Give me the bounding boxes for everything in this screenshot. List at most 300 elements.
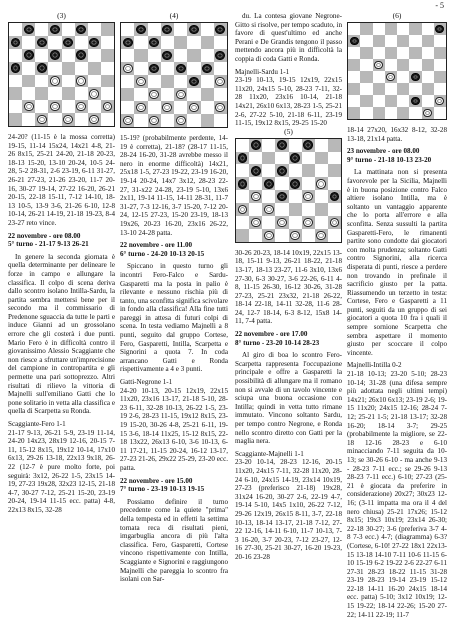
dark-square [434, 71, 446, 83]
black-piece [76, 25, 86, 35]
dark-square [236, 152, 249, 165]
dark-square [397, 83, 409, 95]
dark-square [315, 229, 328, 242]
text-paragraph: 9° turno - 21-18 10-13 23-20 [347, 155, 432, 164]
dark-square [35, 36, 48, 49]
text-paragraph: 21-18 10-13; 23-20 5-10; 28-23 10-14; 31-28 (una difesa sempre più adottata negli ultimi tempi) 14x21; 26x10 6x13; 23-19 2-6; 19-15 11x20; 24x15 12-16; 28-24 7-12; 25-21 1-5; 21-18 13-17; 32-28 16-20; 18-14 3-7; 29-25 (probabilmente la migliore, se 22-18 12-16 28-23 e 6-10 minacciando 7-11 seguita da 10-13; se 30-26 6-10 - ma anche 9-13 - 28-23 7-11 ecc.; se 29-26 9-13 28-23 7-11 ecc.) 6-10; 27-23 (25-21 è giocata da preferire in considerazione) 20x27; 30x23 12-16; (3-11 impatta ma ora il 4 del nero chiusa) 25-21 17x26; 15-12 8x15; 19x3 10x19; 23x14 26-30; 22-18 30-27; 3-6 (preferiva 3-7 4-8 7-3 ecc.) 4-7; (diagramma) 6-3? (Cortese, 6-10! 27-22 18x1 22x13-15 13-18 14-10 7-11 10-6 11-15 6-10 15-19 6-2 19-22 2-6 22-27 6-11 27-31 28-23 18-22 11-15 31-28 23-19 28-23 19-14 23-19 15-12 22-18 14-11 16-20 24x15 18-14 ecc. patta) 5-10; 3x12 10x19; 12-15 19-22; 18-14 22-26; 15-20 27-22; 14-11 22-19; 11-7 [347, 370, 447, 619]
dark-square [249, 190, 262, 203]
white-piece [277, 218, 287, 228]
light-square [422, 23, 434, 35]
white-piece [76, 102, 86, 112]
black-piece [238, 179, 248, 189]
light-square [187, 88, 200, 101]
white-piece [176, 116, 186, 126]
dark-square [236, 229, 249, 242]
light-square [236, 139, 249, 152]
dark-square [22, 23, 35, 36]
light-square [236, 164, 249, 177]
dark-square [75, 23, 88, 36]
light-square [134, 114, 147, 127]
dark-square [201, 88, 214, 101]
white-piece [330, 218, 340, 228]
dark-square [434, 23, 446, 35]
light-square [22, 113, 35, 126]
dark-square [249, 139, 262, 152]
light-square [148, 49, 161, 62]
light-square [289, 190, 302, 203]
light-square [148, 101, 161, 114]
dark-square [121, 114, 134, 127]
light-square [328, 152, 341, 165]
black-piece [24, 50, 34, 60]
white-piece [136, 103, 146, 113]
dark-square [101, 49, 114, 62]
dark-square [275, 216, 288, 229]
white-piece [50, 102, 60, 112]
black-piece [215, 51, 225, 61]
light-square [385, 107, 397, 119]
black-piece [189, 77, 199, 87]
light-square [201, 101, 214, 114]
light-square [88, 23, 101, 36]
light-square [48, 62, 61, 75]
dark-square [328, 139, 341, 152]
light-square [385, 83, 397, 95]
white-piece [374, 61, 383, 70]
dark-square [101, 23, 114, 36]
dark-square [201, 62, 214, 75]
black-piece [50, 50, 60, 60]
light-square [121, 23, 134, 36]
white-piece [303, 192, 313, 202]
light-square [360, 59, 372, 71]
text-paragraph: Gatti-Negrone 1-1 [120, 378, 173, 387]
white-piece [149, 116, 159, 126]
light-square [88, 75, 101, 88]
light-square [422, 71, 434, 83]
dark-square [360, 95, 372, 107]
dark-square [348, 35, 360, 47]
dark-square [187, 75, 200, 88]
dark-square [262, 152, 275, 165]
text-paragraph: Possiamo definire il turno precedente come la quiete "prima" della tempesta ed in effetti la settima tornata reca di risultati pieni, imgarbuglia ancora di più l'alta classifica. Fero, Gasparetti, Cortese vincono rispettivamente con Intilla, Scaggiante e Signorini e raggiungono Majnelli che pareggia lo scontro fra isolani con Sar- [120, 497, 228, 584]
white-piece [123, 116, 133, 126]
light-square [161, 114, 174, 127]
dark-square [121, 88, 134, 101]
white-piece [316, 179, 326, 189]
text-paragraph: 23 novembre - ore 08.00 [347, 147, 420, 156]
white-piece [238, 205, 248, 215]
white-piece [423, 109, 432, 118]
light-square [409, 83, 421, 95]
black-piece [303, 140, 313, 150]
dark-square [289, 203, 302, 216]
dark-square [161, 49, 174, 62]
light-square [434, 107, 446, 119]
dark-square [35, 87, 48, 100]
white-piece [76, 76, 86, 86]
light-square [434, 35, 446, 47]
text-paragraph: 30-26 20-23, 18-14 10x19, 22x15 13-18, 15-11 9-13, 26-21 18-22, 21-18 13-17, 18-13 23-27, 11-6 3x10, 13x6 27-30, 6-3 30-27, 3-6 22-26, 6-11 4-8, 11-15 26-30, 16-12 30-26, 31-28 27-23, 25-21 23x32, 21-18 26-22, 18-14 22-18, 14-11 32-28, 11-6 28-24, 12-7 18-14, 6-3 8-12, 15x8 14-11, 7-4 patta. [235, 248, 342, 326]
black-piece [202, 64, 212, 74]
text-paragraph: Al giro di boa lo scontro Fero-Scarpetta rappresenta l'occupazione principale e offre a Gasparetti la possibilità di allungare ma il romano non si avvale di un tavolo vincente e sciupa una buona occasione con Intilla; quindi in vetta tutto rimane immutato. Vincono soltanto Sardu, per tempo contro Negrone, e Ronda nello scontro diretto con Gatti per la maglia nera. [235, 351, 342, 446]
light-square [302, 229, 315, 242]
light-square [422, 95, 434, 107]
white-piece [176, 90, 186, 100]
light-square [275, 203, 288, 216]
dark-square [134, 49, 147, 62]
dark-square [409, 71, 421, 83]
dark-square [328, 164, 341, 177]
diagram-label: (3) [57, 12, 66, 20]
black-piece [411, 73, 420, 82]
light-square [328, 229, 341, 242]
light-square [373, 23, 385, 35]
white-piece [24, 102, 34, 112]
light-square [373, 71, 385, 83]
diagram-label: (5) [284, 126, 293, 136]
dark-square [422, 59, 434, 71]
light-square [101, 87, 114, 100]
text-paragraph: Scaggiante-Fero 1-1 [8, 420, 66, 428]
text-paragraph: 24-20 10-13, 20-15 12x19, 22x15 11x20, 23x16 13-17, 21-18 5-10, 28-23 6-11, 32-28 10-13, 26-22 1-5, 23-19 2-6, 28-23 11-15, 19x12 8x15, 23-19 15-20, 30-26 4-8, 25-21 6-11, 19-15 3-6, 18-14 11x25, 15-12 8x15, 22-18 13x22, 26x13 6-10, 3-6 10-13, 6-11 17-21, 11-15 20-24, 16-12 13-17, 27-23 21-26, 29x22 25-29, 23-20 ecc. patta. [120, 386, 228, 472]
dark-square [22, 100, 35, 113]
light-square [121, 101, 134, 114]
dark-square [22, 49, 35, 62]
black-piece [264, 179, 274, 189]
light-square [434, 59, 446, 71]
light-square [397, 71, 409, 83]
black-piece [11, 63, 21, 73]
light-square [161, 36, 174, 49]
light-square [35, 49, 48, 62]
black-piece [50, 25, 60, 35]
dark-square [289, 177, 302, 190]
light-square [101, 36, 114, 49]
white-piece [264, 231, 274, 241]
light-square [214, 114, 227, 127]
dark-square [275, 139, 288, 152]
dark-square [9, 113, 22, 126]
dark-square [275, 190, 288, 203]
dark-square [35, 62, 48, 75]
dark-square [101, 100, 114, 113]
dark-square [302, 190, 315, 203]
dark-square [360, 23, 372, 35]
dark-square [302, 139, 315, 152]
light-square [161, 88, 174, 101]
black-piece [76, 50, 86, 60]
dark-square [249, 216, 262, 229]
dark-square [9, 62, 22, 75]
text-paragraph: du. La contesa giovane Negrone-Gitto si risolve, per tempo scaduto, in favore di quest'ultimo ed anche Perani e De Grandis tengono il passo mettendo ancora più in difficoltà la coppia di coda Gatti e Ronda. [235, 12, 342, 63]
light-square [35, 100, 48, 113]
text-paragraph: 24-20? (11-15 è la mossa corretta) 19-15, 11-14 15x24, 14x21 4-8, 21-26 8x15, 25-21 24-20, 21-18 20-23, 18-13 15-20, 13-10 20-24, 10-5 24-28, 5-2 28-31, 2-6 23-19, 6-11 31-27, 26-21 27-23, 21-26 23-20, 11-7 20-16, 30-27 19-14, 27-22 16-20, 26-21 20-15, 22-18 15-11, 7-12 14-10, 18-13 10-5, 13-9 3-6, 21-26 6-10, 12-8 10-14, 26-21 14-19, 21-18 19-23, 8-4 23-27 reto vince. [8, 133, 115, 227]
dark-square [161, 23, 174, 36]
white-piece [103, 102, 113, 112]
dark-square [174, 114, 187, 127]
light-square [397, 95, 409, 107]
page-number: - 5 [435, 1, 444, 10]
light-square [174, 23, 187, 36]
light-square [409, 35, 421, 47]
light-square [422, 47, 434, 59]
black-piece [37, 38, 47, 48]
light-square [236, 216, 249, 229]
dark-square [174, 36, 187, 49]
light-square [262, 190, 275, 203]
dark-square [315, 203, 328, 216]
light-square [22, 62, 35, 75]
light-square [262, 139, 275, 152]
black-piece [149, 64, 159, 74]
dark-square [187, 101, 200, 114]
light-square [315, 190, 328, 203]
light-square [161, 62, 174, 75]
black-piece [411, 97, 420, 106]
light-square [385, 35, 397, 47]
light-square [62, 49, 75, 62]
light-square [148, 23, 161, 36]
light-square [134, 36, 147, 49]
dark-square [201, 36, 214, 49]
dark-square [134, 75, 147, 88]
dark-square [289, 152, 302, 165]
dark-square [88, 87, 101, 100]
light-square [201, 75, 214, 88]
light-square [148, 75, 161, 88]
light-square [88, 100, 101, 113]
white-piece [37, 115, 47, 125]
light-square [328, 177, 341, 190]
text-paragraph: 22 novembre - ore 17.00 [235, 330, 308, 339]
light-square [174, 49, 187, 62]
text-paragraph: 8° turno - 23-20 10-14 28-23 [235, 338, 320, 347]
dark-square [187, 49, 200, 62]
light-square [360, 35, 372, 47]
column-1 [8, 12, 115, 636]
dark-square [88, 113, 101, 126]
dark-square [373, 83, 385, 95]
dark-square [385, 23, 397, 35]
light-square [302, 203, 315, 216]
black-piece [215, 25, 225, 35]
text-paragraph: 18-14 27x20, 16x32 8-12, 32-28 13-18, 21x14 patta. [347, 126, 447, 143]
black-piece [277, 166, 287, 176]
light-square [397, 47, 409, 59]
dark-square [48, 100, 61, 113]
light-square [121, 75, 134, 88]
text-paragraph: Majnelli-Sardu 1-1 [235, 67, 290, 76]
light-square [249, 229, 262, 242]
light-square [214, 36, 227, 49]
light-square [348, 71, 360, 83]
text-paragraph: La mattinata non si presenta favorevole per la Sicilia, Majnelli è in buona posizione contro Falco altiere isolano Intilla, ma è soltanto un vantaggio apparente che lo porta all'errore e alla sconfitta. Senza sussulti la partita Gasparetti-Fero, le rimanenti partite sono condotte dai giocatori con molta prudenza; soltanto Gatti contro Signorini, alla ricerca disperata di punti, riesce a perdere non trovando in prefinale il sacrificio giusto per la patta. Riassumendo un terzetto in testa: Cortese, Fero e Gasparetti a 11 punti, seguiti da un gruppo di sei giocatori a quota 10 fra i quali il sempre sornione Scarpetta che sembra aspettare il momento giusto per scoccare il colpo vincente. [347, 168, 447, 357]
light-square [409, 107, 421, 119]
light-square [348, 23, 360, 35]
light-square [315, 164, 328, 177]
dark-square [385, 47, 397, 59]
black-piece [277, 192, 287, 202]
checkers-diagram [120, 22, 228, 128]
light-square [75, 62, 88, 75]
light-square [328, 203, 341, 216]
dark-square [187, 23, 200, 36]
light-square [289, 164, 302, 177]
dark-square [75, 100, 88, 113]
dark-square [315, 177, 328, 190]
dark-square [214, 75, 227, 88]
white-piece [303, 218, 313, 228]
light-square [249, 177, 262, 190]
dark-square [48, 49, 61, 62]
white-piece [264, 205, 274, 215]
diagram-label: (4) [169, 12, 179, 20]
dark-square [62, 87, 75, 100]
dark-square [262, 229, 275, 242]
text-paragraph: 5° turno - 21-17 9-13 26-21 [8, 240, 89, 249]
dark-square [302, 164, 315, 177]
dark-square [48, 23, 61, 36]
dark-square [88, 36, 101, 49]
dark-square [134, 23, 147, 36]
light-square [315, 139, 328, 152]
column-3 [235, 12, 342, 636]
dark-square [148, 88, 161, 101]
dark-square [161, 75, 174, 88]
white-piece [316, 231, 326, 241]
dark-square [360, 47, 372, 59]
light-square [35, 75, 48, 88]
dark-square [161, 101, 174, 114]
dark-square [48, 75, 61, 88]
dark-square [22, 75, 35, 88]
light-square [75, 113, 88, 126]
white-piece [123, 64, 133, 74]
light-square [101, 113, 114, 126]
dark-square [35, 113, 48, 126]
light-square [187, 62, 200, 75]
black-piece [238, 153, 248, 163]
light-square [75, 36, 88, 49]
dark-square [360, 71, 372, 83]
black-piece [11, 38, 21, 48]
dark-square [236, 177, 249, 190]
white-piece [89, 89, 99, 99]
dark-square [201, 114, 214, 127]
light-square [88, 49, 101, 62]
light-square [275, 152, 288, 165]
light-square [360, 83, 372, 95]
light-square [201, 23, 214, 36]
light-square [48, 113, 61, 126]
light-square [187, 114, 200, 127]
black-piece [251, 140, 261, 150]
black-piece [136, 25, 146, 35]
light-square [9, 49, 22, 62]
dark-square [422, 107, 434, 119]
column-4 [347, 12, 447, 636]
light-square [101, 62, 114, 75]
dark-square [328, 216, 341, 229]
light-square [62, 100, 75, 113]
dark-square [348, 107, 360, 119]
text-paragraph: In genere la seconda giornata è quella determinante per delineare le forze in campo e allungare la classifica. Il colpo di scena deriva dallo scontro isolano Intilla-Sardu, la partita sembra mettersi bene per il secondo ma il commissario di Predenone sguaccia da tutte le parti e induce Gianni ad un grossolano errore che gli costerà i due punti. Mario Fero è in difficoltà contro il giovanissimo Alessio Scaggiante che non riesce a sfruttare un'imprecisione del campione in contropartita e gli permette una pari sottoprezzo. Altri risultati di rilievo la vittoria di Majnelli sull'emiliano Gatti che lo pone solitario in vetta alla classifica e quella di Scarpetta su Ronda. [8, 252, 115, 416]
black-piece [189, 25, 199, 35]
light-square [22, 36, 35, 49]
white-piece [290, 231, 300, 241]
dark-square [348, 83, 360, 95]
black-piece [149, 38, 159, 48]
black-piece [24, 25, 34, 35]
black-piece [162, 51, 172, 61]
light-square [9, 100, 22, 113]
light-square [214, 62, 227, 75]
dark-square [434, 95, 446, 107]
text-paragraph: 15-19? (probabilmente perdente, 14-19 è corretta), 21-18? (28-17 11-15, 28-24 16-20, 31-28 avrebbe messo il nero in enorme difficoltà) 14x21, 25x18 1-5, 27-23 19-22, 23-19 16-20, 19-14 20-24, 14x7 3x12, 28-23 22-27, 31-x22 24-28, 23-19 5-10, 13x6 2x11, 19-14 11-15, 14-11 28-31, 11-7 31-27, 7-3 12-16, 3-7 15-20, 7-12 20-24, 12-15 27-23, 15-20 23-19, 18-13 19x26, 20-23 16-20, 23x16 26-22, 13-10 24-28 patta. [120, 134, 228, 237]
light-square [201, 49, 214, 62]
dark-square [434, 47, 446, 59]
light-square [134, 62, 147, 75]
white-piece [251, 192, 261, 202]
light-square [249, 152, 262, 165]
dark-square [262, 177, 275, 190]
black-piece [330, 192, 340, 202]
text-paragraph: Scaggiante-Majnelli 1-1 [235, 449, 304, 458]
white-piece [215, 77, 225, 87]
black-piece [63, 38, 73, 48]
light-square [373, 95, 385, 107]
dark-square [397, 107, 409, 119]
light-square [360, 107, 372, 119]
black-piece [290, 179, 300, 189]
light-square [289, 216, 302, 229]
dark-square [385, 95, 397, 107]
white-piece [386, 73, 395, 82]
white-piece [63, 115, 73, 125]
dark-square [101, 75, 114, 88]
text-paragraph: Majnelli-Intilla 0-2 [347, 361, 402, 370]
white-piece [136, 77, 146, 87]
checkers-diagram [347, 22, 447, 120]
dark-square [148, 62, 161, 75]
dark-square [214, 23, 227, 36]
dark-square [262, 203, 275, 216]
light-square [236, 190, 249, 203]
dark-square [373, 35, 385, 47]
dark-square [422, 83, 434, 95]
light-square [275, 177, 288, 190]
dark-square [397, 35, 409, 47]
light-square [48, 87, 61, 100]
dark-square [275, 164, 288, 177]
light-square [397, 23, 409, 35]
dark-square [121, 62, 134, 75]
dark-square [134, 101, 147, 114]
dark-square [75, 49, 88, 62]
dark-square [214, 49, 227, 62]
dark-square [302, 216, 315, 229]
light-square [9, 75, 22, 88]
dark-square [385, 71, 397, 83]
checkers-diagram [8, 22, 115, 127]
text-paragraph: 21-17 9-13, 26-21 5-9, 23-19 11-14, 24-20 14x23, 28x19 12-16, 20-15 7-11, 15-12 8x15, 19x12 10-14, 17x10 6x13, 29-26 13-18, 22x13 9x18, 26-22 (12-7 è pure molto forte, poi seguirà: 3x12, 26-22 1-5, 23x15 14-19, 27-23 19x28, 32x23 12-15, 21-18 4-7, 30-27 7-12, 25-21 15-20, 23-19 20-24, 19-14 11-15 ecc. patta) 4-8, 22x13 8x15, 32-28 [8, 428, 115, 514]
light-square [187, 36, 200, 49]
light-square [48, 36, 61, 49]
dark-square [315, 152, 328, 165]
light-square [214, 88, 227, 101]
white-piece [189, 103, 199, 113]
